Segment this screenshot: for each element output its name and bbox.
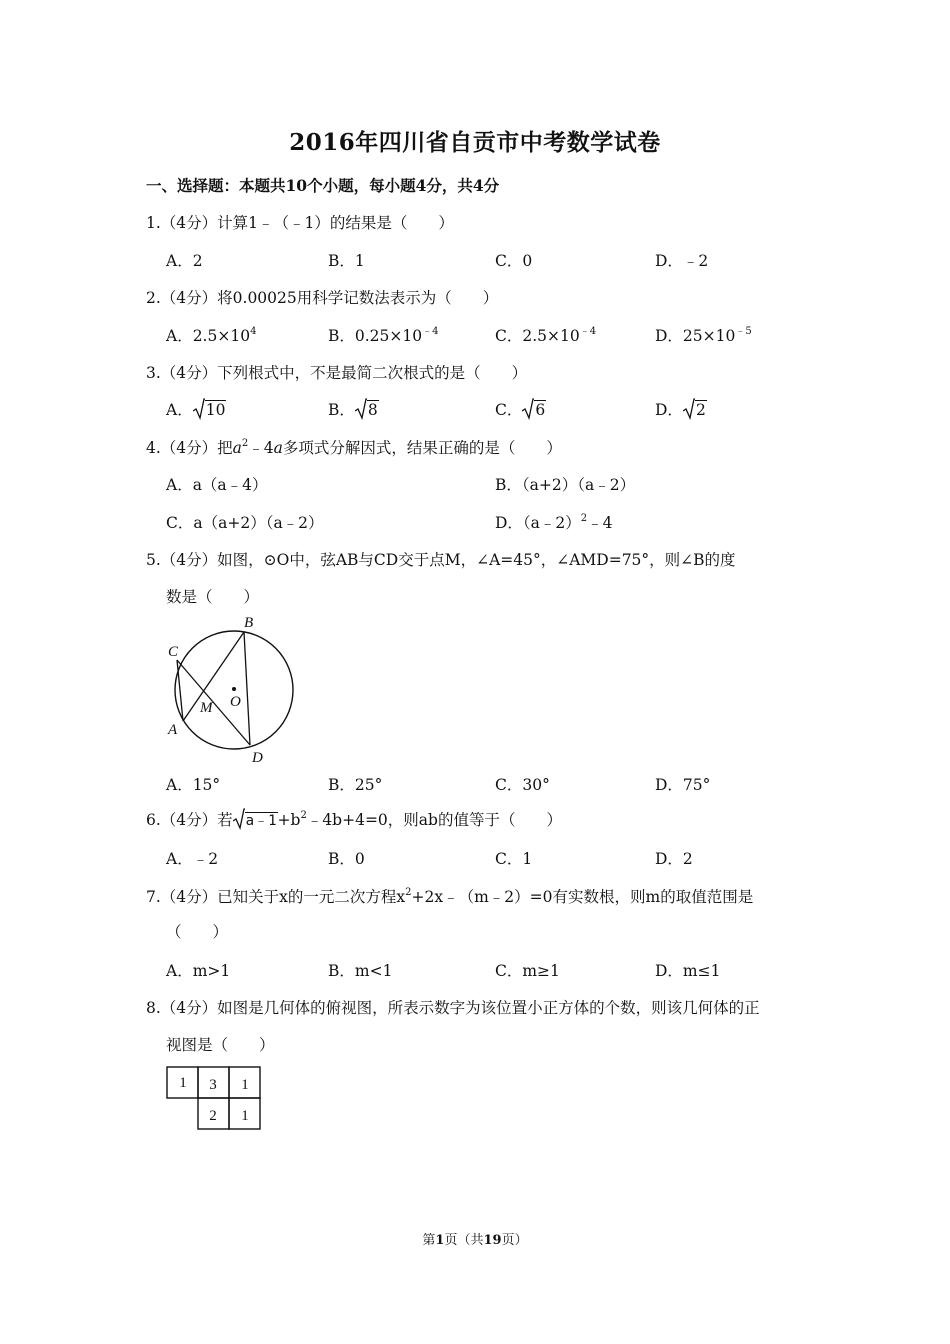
top-view-grid (166, 1066, 264, 1132)
grid-cell: 2 (209, 1108, 217, 1124)
q2-option-a: A．$2.5\times 10^4$ (166, 326, 257, 345)
q6-option-c: C．1 (495, 850, 533, 868)
section-heading: 一、选择题：本题共10个小题，每小题4分，共4分 (146, 176, 500, 195)
question-2: 2.（4分）将0.00025用科学记数法表示为（ ） (146, 289, 499, 307)
radical-sign: 6 (522, 398, 546, 420)
q4-option-c: C．a（a+2）（a﹣2） (166, 514, 324, 532)
question-6: 6.（4分）若 $a﹣1+b^2﹣4b+4=0$，则ab的值等于（ ） (146, 810, 562, 829)
q6-option-d: D．2 (655, 850, 693, 868)
grid-cell: 1 (241, 1108, 249, 1124)
q5-option-a: A．15° (166, 776, 221, 794)
q3-option-d: D． 2 (655, 398, 707, 420)
q7-option-a: A．m>1 (166, 962, 231, 980)
q4-option-d: D．（a﹣2）$^2$﹣4 (495, 513, 613, 532)
label-a: A (168, 722, 178, 738)
question-8: 8.（4分）如图是几何体的俯视图，所表示数字为该位置小正方体的个数，则该几何体的正 (146, 999, 760, 1017)
q5-option-c: C．30° (495, 776, 550, 794)
radical-sign: 8 (355, 398, 379, 420)
circle-figure (160, 610, 305, 770)
center-point (232, 687, 236, 691)
page-footer: 第1页（共19页） (422, 1233, 528, 1248)
label-m: M (200, 700, 213, 716)
q7-option-d: D．m≤1 (655, 962, 721, 980)
label-b: B (244, 615, 254, 631)
q3-option-a: A． 10 (166, 398, 226, 420)
q1-option-a: A．2 (166, 252, 203, 270)
chord-ca (177, 660, 183, 721)
question-3: 3.（4分）下列根式中，不是最简二次根式的是（ ） (146, 364, 528, 382)
q2-option-c: C．$2.5\times 10^{﹣4}$ (495, 326, 597, 345)
q7-option-b: B．m<1 (328, 962, 393, 980)
radical-sign: 2 (683, 398, 707, 420)
q2-option-d: D．$25\times 10^{﹣5}$ (655, 326, 752, 345)
question-1: 1.（4分）计算1﹣（﹣1）的结果是（ ） (146, 214, 454, 232)
grid-cell: 3 (209, 1077, 217, 1093)
q3-option-b: B． 8 (328, 398, 379, 420)
label-c: C (168, 644, 179, 660)
page-title: 2016年四川省自贡市中考数学试卷 (289, 129, 661, 156)
q4-option-b: B．（a+2）（a﹣2） (495, 476, 636, 494)
q3-option-c: C． 6 (495, 398, 546, 420)
grid-cell: 1 (179, 1075, 187, 1091)
question-8-cont: 视图是（ ） (166, 1036, 275, 1054)
q5-option-b: B．25° (328, 776, 383, 794)
q1-option-d: D．﹣2 (655, 252, 709, 270)
question-5: 5.（4分）如图，⊙O中，弦AB与CD交于点M，∠A=45°，∠AMD=75°，则∠B的度 (146, 551, 736, 569)
label-d: D (252, 750, 263, 766)
q2-option-b: B．$0.25\times 10^{﹣4}$ (328, 326, 439, 345)
question-4: 4.（4分）把$a^2﹣4a$多项式分解因式，结果正确的是（ ） (146, 438, 562, 457)
radical-sign: a﹣1 (233, 808, 278, 830)
question-5-cont: 数是（ ） (166, 588, 260, 606)
q6-option-a: A．﹣2 (166, 850, 219, 868)
q5-option-d: D．75° (655, 776, 711, 794)
q1-option-c: C．0 (495, 252, 533, 270)
chord-bd (244, 632, 250, 745)
label-o: O (230, 694, 241, 710)
q6-option-b: B．0 (328, 850, 365, 868)
grid-cell: 1 (241, 1077, 249, 1093)
q7-option-c: C．m≥1 (495, 962, 560, 980)
question-7-cont: （ ） (166, 923, 229, 941)
q4-option-a: A．a（a﹣4） (166, 476, 268, 494)
q1-option-b: B．1 (328, 252, 365, 270)
radical-sign: 10 (193, 398, 227, 420)
question-7: 7.（4分）已知关于x的一元二次方程$x^2+2x﹣(m﹣2)=0$有实数根，则m的取值范围是 (146, 887, 754, 906)
